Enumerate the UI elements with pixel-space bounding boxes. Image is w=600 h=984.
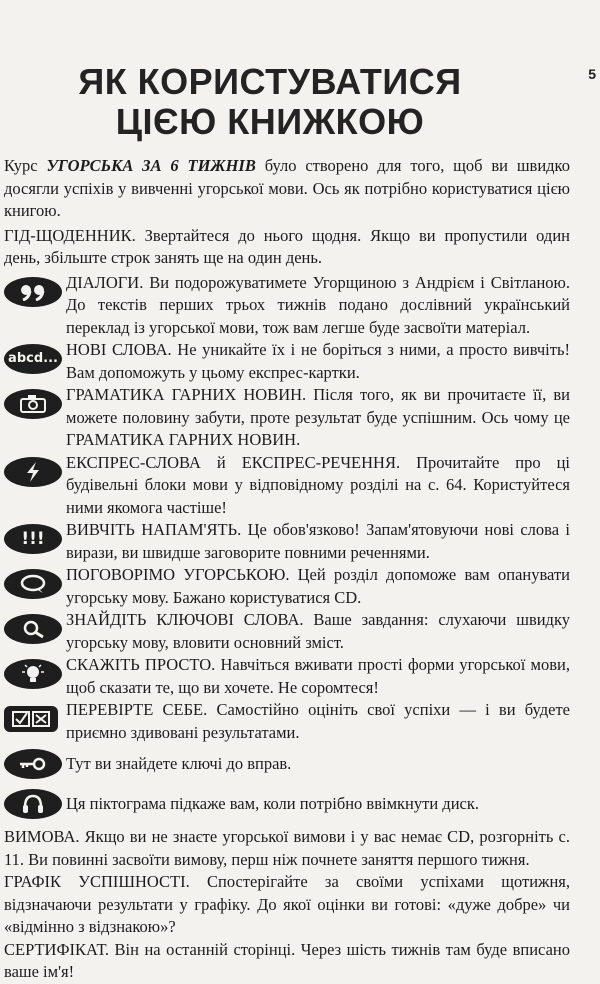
headphones-icon [4,789,62,819]
pronunciation-paragraph: ВИМОВА. Якщо ви не знаєте угорської вимови і у вас немає CD, розгорніть с. 11. Ви повинні засвоїти вимову, перш ніж почнете заняття першого тижня. [4,827,570,869]
quote-icon [4,277,62,307]
title-line-2: ЦІЄЮ КНИЖКОЮ [115,101,425,142]
section-text: СКАЖІТЬ ПРОСТО. Навчіться вживати прості форми угорської мови, щоб сказати те, що ви хочете. Не соромтеся! [66,655,570,697]
course-name: УГОРСЬКА ЗА 6 ТИЖНІВ [46,156,256,175]
page-body [4,155,570,984]
section-cd [4,784,570,824]
section-check-yourself [4,699,570,744]
section-dialogues [4,272,570,340]
section-new-words [4,339,570,384]
section-keywords [4,609,570,654]
section-text: ПЕРЕВІРТЕ СЕБЕ. Самостійно оцініть свої успіхи — і ви будете приємно здивовані результатами. [66,700,570,742]
section-keys [4,744,570,784]
certificate-paragraph: СЕРТИФІКАТ. Він на останній сторінці. Через шість тижнів там буде вписано ваше ім'я! [4,939,570,981]
magnifier-icon [4,614,62,644]
intro-text: було створено для того, щоб ви швидко досягли успіхів у вивченні угорської мови. Ось як потрібно користуватися цією книгою. [4,156,570,220]
section-text: ДІАЛОГИ. Ви подорожуватимете Угорщиною з Андрієм і Світланою. До текстів перших трьох тижнів подано дослівний український переклад із угорської мови, тож вам легше буде засвоїти матеріал. [66,272,570,337]
section-text: ЗНАЙДІТЬ КЛЮЧОВІ СЛОВА. Ваше завдання: слухаючи швидку угорську мову, вловити основний зміст. [66,610,570,652]
section-grammar [4,384,570,452]
exclamation-icon: !!! [4,524,62,554]
page-number: 5 [588,66,596,82]
section-memorize [4,519,570,564]
progress-chart-paragraph: ГРАФІК УСПІШНОСТІ. Спостерігайте за своїми успіхами щотижня, відзначаючи результати у графіку. До якої оцінки ви готові: «дуже добре» чи «відмінно з відзнакою»? [4,872,570,936]
key-icon [4,749,62,779]
checkbox-icon [4,706,58,732]
lightning-icon [4,457,62,487]
title-line-1: ЯК КОРИСТУВАТИСЯ [78,61,462,102]
abcd-icon: abcd... [4,344,62,374]
speech-bubble-icon [4,569,62,599]
section-say-simply [4,654,570,699]
guide-paragraph: ГІД-ЩОДЕННИК. Звертайтеся до нього щодня. Якщо ви пропустили один день, збільште строк занять ще на один день. [4,225,570,267]
lightbulb-icon [4,659,62,689]
section-express [4,452,570,520]
section-text: ПОГОВОРІМО УГОРСЬКОЮ. Цей розділ допоможе вам опанувати угорську мову. Бажано користуватися CD. [66,565,570,607]
section-text: ГРАМАТИКА ГАРНИХ НОВИН. Після того, як ви прочитаєте її, ви можете половину забути, проте результат буде успішним. Ось чому це ГРАМАТИКА ГАРНИХ НОВИН. [66,385,570,449]
section-text: НОВІ СЛОВА. Не уникайте їх і не боріться з ними, а просто вивчіть! Вам допоможуть у цьому експрес-картки. [66,340,570,382]
section-text: Ця піктограма підкаже вам, коли потрібно ввімкнути диск. [66,794,479,813]
section-text: ЕКСПРЕС-СЛОВА й ЕКСПРЕС-РЕЧЕННЯ. Прочитайте про ці будівельні блоки мови у відповідному розділі на с. 64. Користуйтеся ними якомога частіше! [66,452,570,517]
section-speak [4,564,570,609]
section-text: Тут ви знайдете ключі до вправ. [66,754,292,773]
camera-icon [4,389,62,419]
intro-paragraph [4,155,570,223]
intro-prefix: Курс [4,156,47,175]
page-title [0,62,540,142]
section-text: ВИВЧІТЬ НАПАМ'ЯТЬ. Це обов'язково! Запам'ятовуючи нові слова і вирази, ви швидше заговорите повними реченнями. [66,520,570,562]
